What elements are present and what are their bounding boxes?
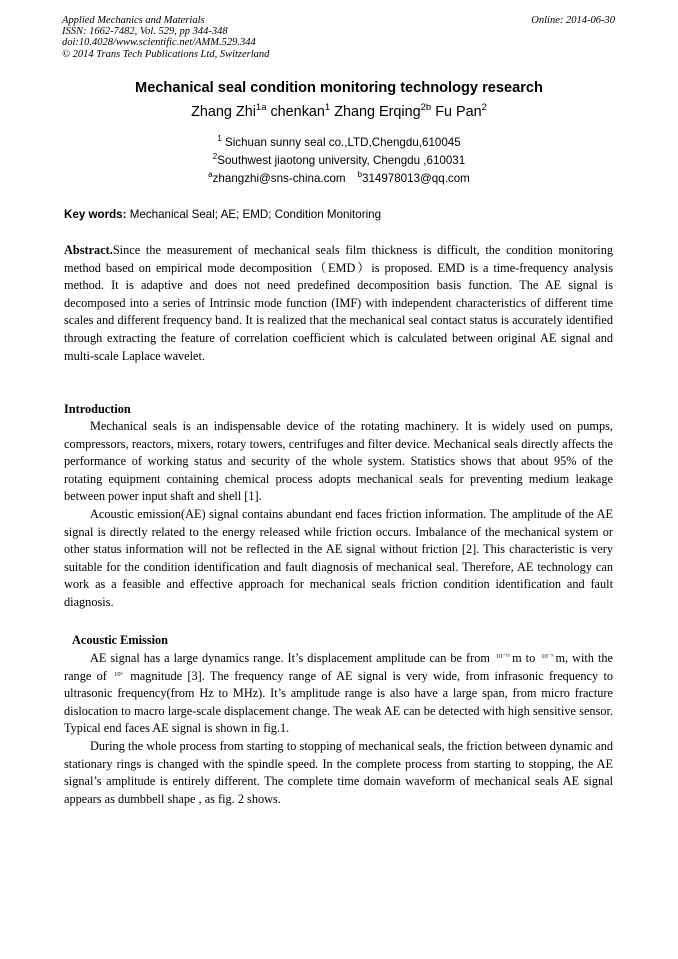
journal-name: Applied Mechanics and Materials [62,15,205,26]
email-address[interactable]: zhangzhi@sns-china.com [212,172,346,185]
online-date: Online: 2014-06-30 [531,15,615,26]
author-name: Fu Pan [435,104,482,120]
author-superscript: 2b [420,102,432,113]
abstract-label: Abstract. [64,243,113,257]
keywords [64,208,381,221]
author-name: Zhang Zhi [191,104,256,120]
journal-doi: doi:10.4028/www.scientific.net/AMM.529.344 [62,37,256,49]
keywords-text: Mechanical Seal; AE; EMD; Condition Monitoring [129,208,382,221]
affiliation-text: Southwest jiaotong university, Chengdu ,610031 [217,154,466,167]
paragraph: Mechanical seals is an indispensable device of the rotating machinery. It is widely used on pumps, compressors, reactors, mixers, rotary towers, centrifuges and filter device. Mechanical seals directly affects the performance of working status and security of the whole system. Statistics shows that about 95% of the rotating equipment containing chemical process adopts mechanical seals for preventing medium leakage between power input shaft and shell [1]. [64,419,613,504]
author-name: Zhang Erqing [334,104,421,120]
introduction-section [64,418,613,612]
paper-title: Mechanical seal condition monitoring technology research [135,80,543,96]
section-heading-acoustic-emission: Acoustic Emission [72,633,168,647]
exponent-from: 10⁻¹⁵ [495,653,511,660]
author-superscript: 1 [324,102,331,113]
author-list [0,104,678,120]
email-line [0,172,678,185]
section-heading-introduction: Introduction [64,402,131,416]
author-superscript: 2 [481,102,487,113]
exponent-to: 10⁻⁹ [541,653,554,660]
journal-copyright: © 2014 Trans Tech Publications Ltd, Switzerland [62,48,270,60]
abstract [64,242,613,365]
affiliation-text: Sichuan sunny seal co.,LTD,Chengdu,610045 [225,136,461,149]
journal-header [62,15,269,60]
exponent-range: 10⁶ [114,670,123,678]
text-run: AE signal has a large dynamics range. It’s displacement amplitude can be from [90,651,490,665]
paragraph: During the whole process from starting to stopping of mechanical seals, the friction between dynamic and stationary rings is changed with the spindle speed. In the complete process from starting to stopping, the AE signal’s amplitude is entirely different. The complete time domain waveform of mechanical seals AE signal appears as dumbbell shape , as fig. 2 shows. [64,738,613,806]
text-run: m to [512,651,536,665]
abstract-text: Since the measurement of mechanical seals film thickness is difficult, the condition monitoring method based on empirical mode decomposition（EMD）is proposed. EMD is a time-frequency analysis method. It is adaptive and does not need predefined decomposition basis function. The AE signal is decomposed into a series of Intrinsic mode function (IMF) with independent characteristics of different time scales and different frequency band. It is realized that the mechanical seal contact status is accurately identified through extracting the feature of correlation coefficient which is calculated between original AE signal and multi-scale Laplace wavelet. [64,243,613,363]
email-superscript: b [357,170,362,179]
affiliation [0,154,678,167]
text-run: m, with the range of [64,651,613,683]
affiliation-superscript: 1 [217,134,222,143]
author-superscript: 1a [255,102,267,113]
journal-issn: ISSN: 1662-7482, Vol. 529, pp 344-348 [62,26,228,38]
affiliation-superscript: 2 [212,152,218,161]
keywords-label: Key words: [64,208,127,221]
author-name: chenkan [270,104,325,120]
paragraph: Acoustic emission(AE) signal contains abundant end faces friction information. The amplitude of the AE signal is directly related to the energy released while friction occurs. Imbalance of the mechanical system or other status information will not be reflected in the AE signal without friction [2]. This characteristic is very suitable for the condition identification and fault diagnosis of mechanical seal. Therefore, AE technology can work as a feasible and effective approach for mechanical seals friction condition identification and fault diagnosis. [64,506,613,609]
text-run: magnitude [3]. The frequency range of AE signal is very wide, from infrasonic frequency to ultrasonic frequency(from Hz to MHz). It’s amplitude range is also have a large span, from micro fracture dislocation to macro large-scale displacement change. The weak AE can be detected with high sensitive sensor. Typical end faces AE signal is shown in fig.1. [64,668,614,736]
acoustic-emission-section [64,650,613,808]
affiliation [0,136,678,149]
email-address[interactable]: 314978013@qq.com [362,172,470,185]
paragraph [64,650,613,738]
email-superscript: a [208,170,213,179]
